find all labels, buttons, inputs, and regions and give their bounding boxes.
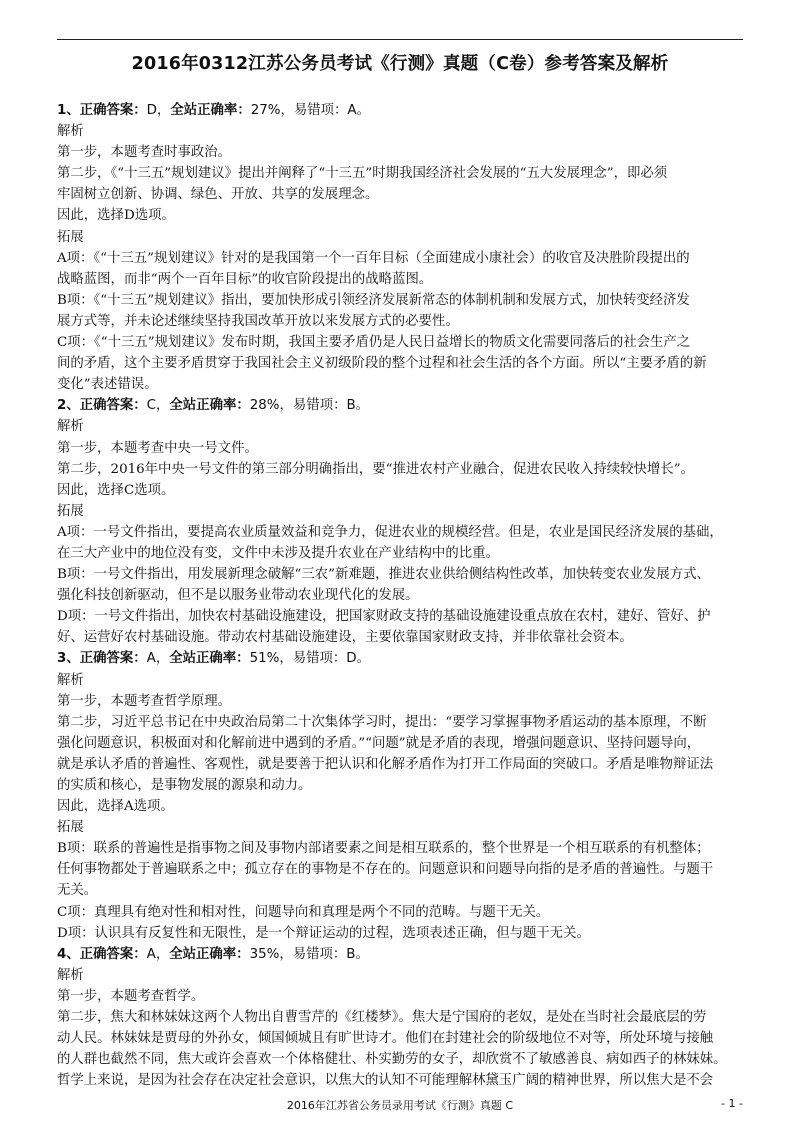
text-line: 的实质和核心，是事物发展的源泉和动力。 <box>57 778 312 793</box>
text-line: 展方式等，并未论述继续坚持我国改革开放以来发展方式的必要性。 <box>57 313 459 329</box>
question-block <box>57 395 747 648</box>
text-line: D项：认识具有反复性和无限性，是一个辩证运动的过程，选项表述正确，但与题干无关。 <box>57 925 590 941</box>
text-line: B项：《“十三五”规划建议》指出，要加快形成引领经济发展新常态的体制机制和发展方式，加快转变经济发 <box>57 292 690 308</box>
rate-label: 全站正确率： <box>169 651 250 667</box>
answer-content <box>57 100 747 1091</box>
text-line: 第一步，本题考查时事政治。 <box>57 145 232 161</box>
question-header <box>57 944 747 965</box>
text-line: 好、运营好农村基础设施。带动农村基础设施建设，主要依靠国家财政支持，并非依靠社会资本。 <box>57 630 633 646</box>
text-line: C项：真理具有绝对性和相对性，问题导向和真理是两个不同的范畴。与题干无关。 <box>57 904 550 920</box>
text-line: 解析 <box>57 419 84 435</box>
rate-label: 全站正确率： <box>169 398 250 414</box>
text-line: 解析 <box>57 967 84 983</box>
question-block <box>57 100 747 395</box>
text-line: 战略蓝图，而非“两个一百年目标”的收官阶段提出的战略蓝图。 <box>57 271 433 287</box>
answer-label: 正确答案： <box>79 946 147 962</box>
text-line: 就是承认矛盾的普遍性、客观性，就是要善于把认识和化解矛盾作为打开工作局面的突破口。矛盾是唯物辩证法 <box>57 756 714 772</box>
answer-value: A， <box>146 946 170 962</box>
text-line: 第一步，本题考查哲学。 <box>57 988 205 1004</box>
text-line: 动人民。林妹妹是贾母的外孙女，倾国倾城且有旷世诗才。他们在封建社会的阶级地位不对等，所处环境与接触 <box>57 1031 714 1047</box>
text-line: D项：一号文件指出，加快农村基础设施建设，把国家财政支持的基础设施建设重点放在农村，建好、管好、护 <box>57 609 711 625</box>
text-line: 变化”表述错误。 <box>57 377 158 393</box>
answer-label: 正确答案： <box>79 651 147 667</box>
text-line: C项：《“十三五”规划建议》发布时期，我国主要矛盾仍是人民日益增长的物质文化需要同落后的社会生产之 <box>57 335 691 351</box>
rate-value: 51%，易错项：D。 <box>249 651 370 667</box>
answer-label: 正确答案： <box>79 398 147 414</box>
text-line: 第二步，习近平总书记在中央政治局第二十次集体学习时，提出：“要学习掌握事物矛盾运动的基本原理，不断 <box>57 714 707 730</box>
text-line: 第一步，本题考查中央一号文件。 <box>57 440 258 456</box>
question-block <box>57 944 747 1092</box>
text-line: 拓展 <box>57 503 84 519</box>
page-number: - 1 - <box>721 1097 743 1110</box>
question-number: 4、 <box>57 946 80 962</box>
answer-label: 正确答案： <box>79 103 147 118</box>
answer-value: A， <box>146 651 170 667</box>
text-line: 间的矛盾，这个主要矛盾贯穿于我国社会主义初级阶段的整个过程和社会生活的各个方面。所以“主要矛盾的新 <box>57 356 707 372</box>
text-line: 无关。 <box>57 883 98 899</box>
text-line: A项：《“十三五”规划建议》针对的是我国第一个一百年目标（全面建成小康社会）的收官及决胜阶段提出的 <box>57 250 690 266</box>
answer-value: D， <box>146 103 171 118</box>
question-header <box>57 100 747 121</box>
text-line: A项：一号文件指出，要提高农业质量效益和竞争力，促进农业的规模经营。但是，农业是国民经济发展的基础， <box>57 524 723 540</box>
question-number: 3、 <box>57 651 80 667</box>
text-line: 解析 <box>57 672 84 688</box>
text-line: 拓展 <box>57 229 84 245</box>
text-line: B项：联系的普遍性是指事物之间及事物内部诸要素之间是相互联系的，整个世界是一个相互联系的有机整体； <box>57 841 710 857</box>
text-line: 哲学上来说，是因为社会存在决定社会意识，以焦大的认知不可能理解林黛玉广阔的精神世界，所以焦大是不会 <box>57 1073 714 1089</box>
text-line: 因此，选择C选项。 <box>57 482 175 498</box>
text-line: 任何事物都处于普遍联系之中；孤立存在的事物是不存在的。问题意识和问题导向指的是矛盾的普遍性。与题干 <box>57 862 714 878</box>
text-line: B项：一号文件指出，用发展新理念破解“三农”新难题，推进农业供给侧结构性改革，加快转变农业发展方式、 <box>57 567 710 583</box>
answer-value: C， <box>146 398 170 414</box>
question-number: 2、 <box>57 398 80 414</box>
text-line: 强化科技创新驱动，但不是以服务业带动农业现代化的发展。 <box>57 588 419 604</box>
header-rule <box>57 39 743 40</box>
text-line: 在三大产业中的地位没有变，文件中未涉及提升农业在产业结构中的比重。 <box>57 545 499 561</box>
text-line: 第一步，本题考查哲学原理。 <box>57 693 232 709</box>
text-line: 强化问题意识，积极面对和化解前进中遇到的矛盾。”“问题”就是矛盾的表现，增强问题意识、坚持问题导向， <box>57 735 701 751</box>
rate-value: 27%，易错项：A。 <box>250 103 370 118</box>
text-line: 拓展 <box>57 820 84 836</box>
rate-value: 28%，易错项：B。 <box>249 398 370 414</box>
text-line: 因此，选择D选项。 <box>57 208 175 224</box>
question-block <box>57 648 747 943</box>
rate-label: 全站正确率： <box>169 946 250 962</box>
text-line: 因此，选择A选项。 <box>57 799 174 815</box>
question-header <box>57 395 747 416</box>
rate-value: 35%，易错项：B。 <box>249 946 369 962</box>
text-line: 的人群也截然不同，焦大或许会喜欢一个体格健壮、朴实勤劳的女子，却欣赏不了敏感善良、病如西子的林妹妹。 <box>57 1052 727 1068</box>
text-line: 第二步，焦大和林妹妹这两个人物出自曹雪芹的《红楼梦》。焦大是宁国府的老奴，是处在当时社会最底层的劳 <box>57 1010 707 1026</box>
document-title: 2016年0312江苏公务员考试《行测》真题（C卷）参考答案及解析 <box>131 54 669 74</box>
text-line: 牢固树立创新、协调、绿色、开放、共享的发展理念。 <box>57 187 379 203</box>
question-number: 1、 <box>57 103 80 118</box>
text-line: 第二步，《“十三五”规划建议》提出并阐释了“十三五”时期我国经济社会发展的“五大发展理念”，即必须 <box>57 166 668 182</box>
footer-title: 2016年江苏省公务员录用考试《行测》真题 C <box>286 1099 514 1112</box>
rate-label: 全站正确率： <box>170 103 251 118</box>
text-line: 解析 <box>57 124 84 140</box>
text-line: 第二步，2016年中央一号文件的第三部分明确指出，要“推进农村产业融合，促进农民收入持续较快增长”。 <box>57 461 694 477</box>
question-header <box>57 648 747 669</box>
